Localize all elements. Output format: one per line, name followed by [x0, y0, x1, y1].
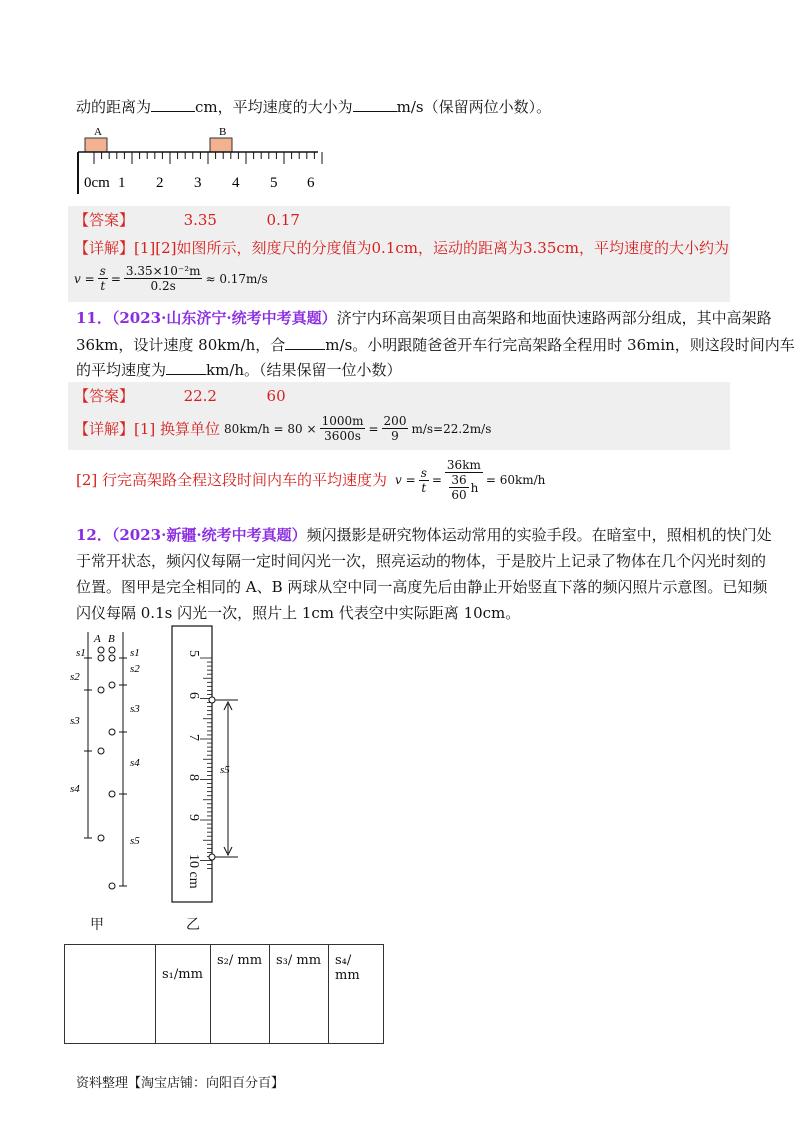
svg-text:A: A	[94, 633, 101, 645]
svg-text:s3: s3	[70, 715, 80, 727]
q12-line3: 位置。图甲是完全相同的 A、B 两球从空中同一高度先后由静止开始竖直下落的频闪照片示意图。已知频	[76, 578, 768, 596]
detail-11-line1: 【详解】[1] 换算单位 80km/h = 80 × $\frac{1000m}{3600s}$ = $\frac{200}{9}$ m/s=22.2m/s	[74, 414, 492, 443]
q12-line2: 于常开状态，频闪仪每隔一定时间闪光一次，照亮运动的物体，于是胶片上记录了物体在几个闪光时刻的	[76, 552, 767, 570]
blank-kmh[interactable]	[166, 360, 206, 375]
block-a	[85, 138, 107, 152]
svg-text:s5: s5	[220, 764, 230, 776]
svg-text:s2: s2	[70, 671, 80, 683]
ruler-ticks	[94, 152, 322, 164]
detail-10-line: 【详解】[1][2]如图所示，刻度尺的分度值为0.1cm，运动的距离为3.35cm，平均速度的大小约为	[74, 239, 730, 257]
svg-text:s5: s5	[130, 835, 140, 847]
label-b: B	[219, 126, 227, 138]
ball-a	[98, 748, 104, 754]
footer-credit: 资料整理【淘宝店铺：向阳百分百】	[76, 1076, 285, 1091]
answer-11-box	[68, 382, 730, 450]
tick-label: 4	[232, 175, 240, 191]
svg-text:s4: s4	[130, 757, 140, 769]
svg-text:6: 6	[186, 692, 201, 699]
label-a: A	[94, 126, 102, 138]
svg-text:s3: s3	[130, 703, 140, 715]
tick-label: 6	[307, 175, 315, 191]
ball-a	[98, 655, 104, 661]
svg-text:B: B	[108, 633, 115, 645]
ball-a	[98, 835, 104, 841]
ball-b	[109, 791, 115, 797]
q11-line3: 的平均速度为 km/h。（结果保留一位小数）	[76, 361, 402, 379]
measurement-table	[64, 944, 384, 1044]
formula-10: v = $\frac{s}{t}$ = $\frac{\text{3.35×10⁻²m}}{0.2s}$ ≈ 0.17m/s	[74, 264, 268, 293]
svg-text:8: 8	[186, 774, 201, 781]
table-header-empty	[65, 945, 156, 1044]
ball-b	[109, 729, 115, 735]
q10-tail-line: 动的距离为 cm，平均速度的大小为 m/s（保留两位小数）。	[76, 98, 552, 116]
q11-line1: 11．（2023·山东济宁·统考中考真题）济宁内环高架项目由高架路和地面快速路两部分组成，其中高架路	[76, 309, 772, 327]
svg-text:9: 9	[186, 814, 201, 821]
ball-b	[109, 655, 115, 661]
table-header-s3: s₃/ mm	[270, 945, 329, 1044]
svg-text:s2: s2	[130, 663, 140, 675]
table-header-s4: s₄/ mm	[329, 945, 384, 1044]
svg-text:s1: s1	[130, 647, 140, 659]
ball-a	[98, 687, 104, 693]
tick-label: 3	[194, 175, 202, 191]
blank-distance[interactable]	[151, 97, 195, 112]
table-header-s2: s₂/ mm	[211, 945, 270, 1044]
vertical-ruler	[168, 624, 268, 906]
answer-10-box	[68, 206, 730, 302]
ruler-figure-ab	[74, 124, 324, 196]
q11-line2: 36km，设计速度 80km/h，合 m/s。小明跟随爸爸开车行完高架路全程用时 36min，则这段时间内车	[76, 336, 795, 354]
answer-11-line: 【答案】 22.2 60	[74, 387, 286, 405]
caption-jia: 甲	[90, 917, 104, 933]
ball-a	[98, 647, 104, 653]
tick-label: 2	[156, 175, 164, 191]
svg-text:s1: s1	[76, 647, 86, 659]
svg-text:10 cm: 10 cm	[186, 854, 201, 889]
tick-label: 5	[270, 175, 278, 191]
q12-line4: 闪仪每隔 0.1s 闪光一次，照片上 1cm 代表空中实际距离 10cm。	[76, 604, 521, 622]
blank-speed[interactable]	[353, 97, 397, 112]
ball-b	[109, 883, 115, 889]
tick-label: 0cm	[84, 175, 110, 191]
svg-text:7: 7	[186, 734, 201, 741]
svg-text:s4: s4	[70, 783, 80, 795]
block-b	[210, 138, 232, 152]
table-header-s1: s₁/mm	[156, 945, 211, 1044]
detail-11-line2: [2] 行完高架路全程这段时间内车的平均速度为 v = $\frac{s}{t}$ = 36km $\frac{36}{60}$ h = 60km/h	[76, 458, 546, 502]
ball-b	[109, 682, 115, 688]
caption-yi: 乙	[186, 917, 200, 933]
freefall-diagram	[64, 624, 174, 904]
answer-10-line: 【答案】 3.35 0.17	[74, 211, 300, 229]
blank-ms[interactable]	[285, 335, 325, 350]
ball-b	[109, 647, 115, 653]
tick-label: 1	[118, 175, 126, 191]
q12-line1: 12．（2023·新疆·统考中考真题）频闪摄影是研究物体运动常用的实验手段。在暗室中，照相机的快门处	[76, 526, 772, 544]
svg-text:5: 5	[186, 650, 201, 657]
